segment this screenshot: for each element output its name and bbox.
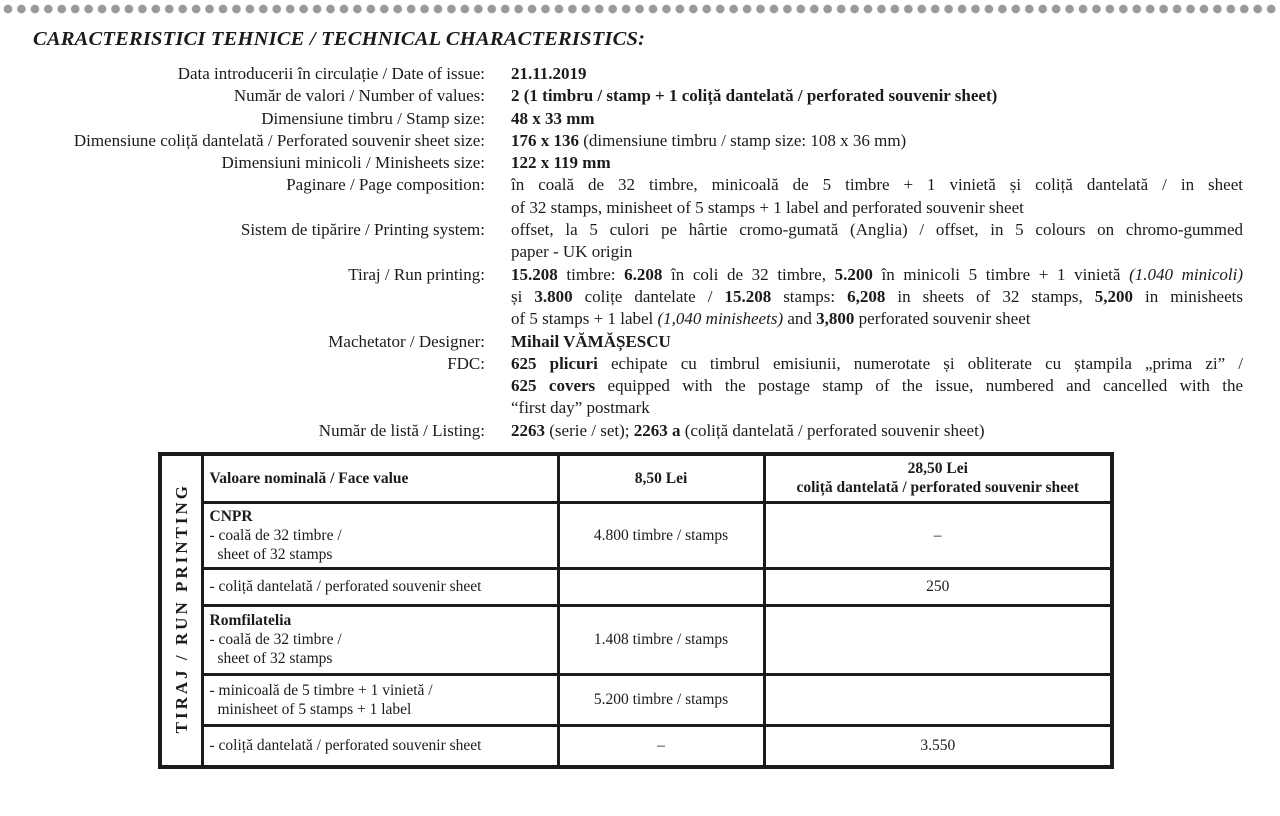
text-line — [511, 63, 1243, 85]
sheet-qty-cell — [764, 605, 1112, 674]
text-line — [511, 331, 1243, 353]
text-segment: (dimensiune timbru / stamp size: 108 x 36 mm) — [579, 130, 907, 150]
detail-label: Data introducerii în circulație / Date of issue: — [177, 64, 485, 83]
stamps-qty-cell: – — [558, 725, 764, 767]
text-segment: timbre: — [557, 264, 625, 284]
sheet-qty-cell: 250 — [764, 568, 1112, 605]
detail-row-run-printing — [33, 264, 1245, 331]
detail-label: Număr de listă / Listing: — [318, 420, 485, 440]
detail-value — [511, 108, 1243, 130]
detail-label: Dimensiune timbru / Stamp size: — [261, 108, 485, 128]
detail-row-listing — [33, 420, 1245, 442]
table-row-romfilatelia-sheet — [160, 605, 1112, 674]
text-line — [511, 286, 1243, 308]
text-line — [511, 152, 1243, 174]
text-segment: 5,200 — [1094, 286, 1134, 306]
text-segment: 2 (1 timbru / stamp + 1 coliță dantelată / perforated souvenir sheet) — [511, 86, 998, 106]
text-segment: and — [783, 309, 817, 329]
detail-label: FDC: — [447, 353, 485, 373]
text-segment: paper - UK origin — [511, 242, 633, 262]
detail-value — [511, 264, 1243, 331]
text-line — [511, 219, 1243, 241]
text-segment: colițe dantelate / — [572, 286, 725, 306]
detail-row-number-of-values — [33, 85, 1245, 107]
text-segment: 5.200 — [834, 264, 873, 284]
text-line — [511, 241, 1243, 263]
text-segment: perforated souvenir sheet — [854, 309, 1031, 329]
item-line-ro: - coală de 32 timbre / — [209, 631, 342, 648]
header-2850-line1: 28,50 Lei — [907, 460, 968, 478]
detail-label: Dimensiuni minicoli / Minisheets size: — [221, 153, 485, 173]
text-segment: 625 plicuri — [511, 353, 598, 373]
header-2850-lei — [764, 454, 1112, 502]
text-segment: 15.208 — [511, 264, 558, 284]
row-description-cell — [202, 502, 558, 568]
detail-row-fdc — [33, 353, 1245, 420]
detail-label: Tiraj / Run printing: — [348, 264, 485, 284]
text-segment: 6,208 — [847, 286, 886, 306]
text-line — [511, 264, 1243, 286]
row-description-cell — [202, 725, 558, 767]
detail-row-stamp-size — [33, 108, 1245, 130]
text-segment: 176 x 136 — [511, 130, 579, 150]
detail-value — [511, 63, 1243, 85]
text-segment: 2263 — [511, 420, 545, 440]
row-description-cell — [202, 605, 558, 674]
sheet-qty-cell: – — [764, 502, 1112, 568]
text-segment: (1.040 minicoli) — [1129, 264, 1243, 284]
item-line-ro: - coliță dantelată / perforated souvenir sheet — [209, 578, 482, 595]
text-line — [511, 197, 1243, 219]
detail-value — [511, 85, 1243, 107]
table-row-romfilatelia-minisheet — [160, 674, 1112, 725]
text-segment: 3,800 — [816, 309, 855, 329]
detail-row-designer — [33, 331, 1245, 353]
text-line — [511, 85, 1243, 107]
text-segment: 3.800 — [534, 286, 573, 306]
text-segment: offset, la 5 culori pe hârtie cromo-gumată (Anglia) / offset, in 5 colours on chromo-gummed — [511, 220, 1243, 240]
detail-label: Sistem de tipărire / Printing system: — [240, 220, 485, 240]
item-line-ro: - minicoală de 5 timbre + 1 vinietă / — [209, 681, 433, 699]
table-row-cnpr-sheet — [160, 502, 1112, 568]
detail-row-page-composition — [33, 174, 1245, 219]
detail-row-souvenir-sheet-size — [33, 130, 1245, 152]
org-name: Romfilatelia — [209, 612, 292, 629]
text-segment: 48 x 33 mm — [511, 108, 595, 128]
text-segment: 6.208 — [624, 264, 663, 284]
text-segment: 21.11.2019 — [511, 64, 587, 83]
detail-row-date-of-issue — [33, 63, 1245, 85]
text-segment: in sheets of 32 stamps, — [885, 286, 1095, 306]
text-line — [511, 397, 1243, 419]
org-name: CNPR — [209, 507, 253, 525]
item-line-en: sheet of 32 stamps — [217, 545, 333, 563]
text-segment: 2263 a — [633, 420, 681, 440]
text-segment: 122 x 119 mm — [511, 153, 611, 173]
table-vertical-label-cell — [160, 454, 202, 767]
stamps-qty-cell: 4.800 timbre / stamps — [558, 502, 764, 568]
header-2850-line2: coliță dantelată / perforated souvenir sheet — [796, 479, 1080, 497]
item-line-ro: - coală de 32 timbre / — [209, 526, 342, 544]
page-title: CARACTERISTICI TEHNICE / TECHNICAL CHARACTERISTICS: — [33, 28, 646, 50]
text-segment: echipate cu timbrul emisiunii, numerotate și obliterate cu ștampila „prima zi” / — [597, 353, 1243, 373]
run-printing-table — [158, 452, 1114, 769]
text-segment: “first day” postmark — [511, 398, 650, 418]
text-segment: (serie / set); — [545, 420, 634, 440]
stamps-qty-cell: 5.200 timbre / stamps — [558, 674, 764, 725]
detail-value — [511, 420, 1243, 442]
text-segment: în coală de 32 timbre, minicoală de 5 timbre + 1 vinietă și coliță dantelată / in sheet — [511, 175, 1243, 195]
text-segment: (1,040 minisheets) — [657, 309, 784, 329]
text-segment: în minicoli 5 timbre + 1 vinietă — [872, 264, 1130, 284]
detail-label: Machetator / Designer: — [328, 331, 485, 351]
text-line — [511, 375, 1243, 397]
sheet-qty-cell — [764, 674, 1112, 725]
detail-label: Dimensiune coliță dantelată / Perforated souvenir sheet size: — [73, 130, 485, 150]
text-segment: of 5 stamps + 1 label — [511, 309, 658, 329]
detail-label: Număr de valori / Number of values: — [233, 86, 485, 106]
text-segment: și — [511, 286, 535, 306]
detail-row-minisheets-size — [33, 152, 1245, 174]
text-segment: equipped with the postage stamp of the issue, numbered and cancelled with the — [595, 376, 1243, 396]
technical-details-list — [33, 63, 1245, 442]
text-line — [511, 353, 1243, 375]
detail-row-printing-system — [33, 219, 1245, 264]
text-line — [511, 420, 1243, 442]
header-face-value: Valoare nominală / Face value — [202, 454, 558, 502]
item-line-en: sheet of 32 stamps — [217, 650, 333, 667]
detail-value — [511, 353, 1243, 420]
item-line-en: minisheet of 5 stamps + 1 label — [217, 700, 412, 718]
text-line — [511, 130, 1243, 152]
text-segment: Mihail VĂMĂȘESCU — [511, 331, 671, 351]
dotted-border — [3, 4, 1277, 14]
table-row-romfilatelia-souvenir-sheet — [160, 725, 1112, 767]
header-850-lei: 8,50 Lei — [558, 454, 764, 502]
detail-value — [511, 174, 1243, 219]
row-description-cell — [202, 568, 558, 605]
text-segment: in minisheets — [1133, 286, 1243, 306]
text-line — [511, 308, 1243, 330]
stamps-qty-cell — [558, 568, 764, 605]
stamps-qty-cell: 1.408 timbre / stamps — [558, 605, 764, 674]
text-line — [511, 108, 1243, 130]
text-segment: în coli de 32 timbre, — [662, 264, 835, 284]
detail-value — [511, 152, 1243, 174]
text-segment: (coliță dantelată / perforated souvenir sheet) — [680, 420, 985, 440]
text-line — [511, 174, 1243, 196]
detail-value — [511, 331, 1243, 353]
vertical-label: TIRAJ / RUN PRINTING — [171, 482, 191, 734]
detail-label: Paginare / Page composition: — [286, 175, 485, 195]
text-segment: of 32 stamps, minisheet of 5 stamps + 1 label and perforated souvenir sheet — [511, 197, 1024, 217]
item-line-ro: - coliță dantelată / perforated souvenir sheet — [209, 737, 482, 755]
sheet-qty-cell: 3.550 — [764, 725, 1112, 767]
detail-value — [511, 219, 1243, 264]
text-segment: 15.208 — [724, 286, 772, 306]
text-segment: 625 covers — [511, 376, 596, 396]
text-segment: stamps: — [771, 286, 848, 306]
table-row-cnpr-souvenir-sheet — [160, 568, 1112, 605]
detail-value — [511, 130, 1243, 152]
row-description-cell — [202, 674, 558, 725]
